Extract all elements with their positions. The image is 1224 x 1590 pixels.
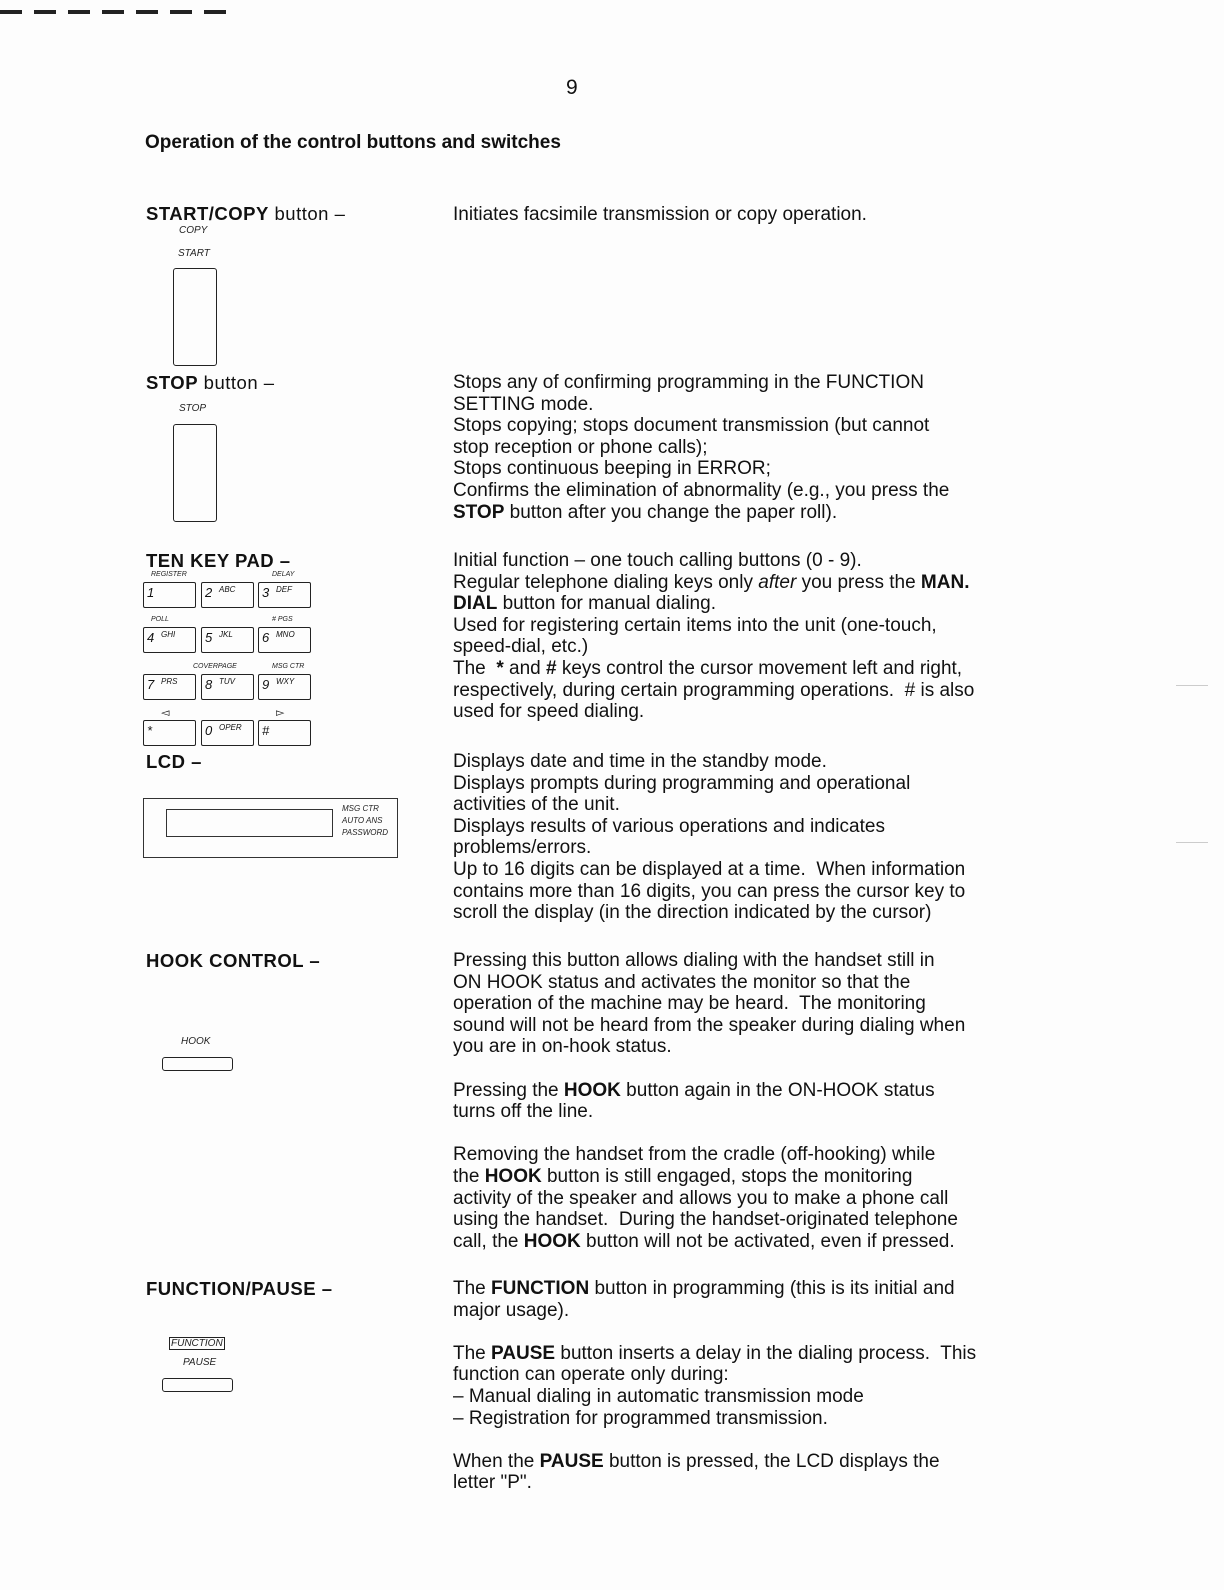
bold-text: HOOK (563, 1079, 621, 1101)
bold-text: * (496, 657, 504, 679)
text-run: Displays prompts during programming and operational (453, 772, 911, 794)
function-pause-description (453, 1278, 1053, 1516)
text-line (453, 701, 1053, 723)
text-run: – Manual dialing in automatic transmission mode (453, 1385, 864, 1407)
key-digit: 6 (262, 630, 270, 645)
hook-control-heading (146, 950, 320, 972)
text-run: button is pressed, the LCD displays the (603, 1450, 940, 1472)
pause-label: PAUSE (183, 1357, 217, 1368)
function-pause-button[interactable] (162, 1378, 233, 1392)
text-line (453, 751, 1053, 773)
hook-control-description (453, 950, 1053, 1274)
stop-heading (146, 372, 275, 394)
text-line (453, 204, 1053, 226)
key-digit: 4 (147, 630, 155, 645)
key-letters: WXY (276, 677, 295, 686)
text-line (453, 593, 1053, 615)
bold-text: MAN. (920, 571, 970, 593)
heading-bold: HOOK CONTROL – (146, 950, 321, 971)
text-run: SETTING mode. (453, 393, 594, 415)
text-run: activities of the unit. (453, 794, 620, 816)
text-run: sound will not be heard from the speaker during dialing when (453, 1014, 966, 1036)
heading-rest: button – (268, 203, 346, 224)
text-line (453, 1472, 1053, 1494)
key-digit: 0 (205, 723, 213, 738)
text-line (453, 1364, 1053, 1386)
text-run: Up to 16 digits can be displayed at a time. When information (453, 858, 966, 880)
margin-mark (1176, 842, 1208, 843)
bold-text: STOP (453, 501, 505, 523)
text-run: Stops continuous beeping in ERROR; (453, 458, 771, 480)
heading-bold: LCD – (146, 751, 202, 772)
text-line (453, 902, 1053, 924)
key-hash[interactable] (258, 720, 311, 746)
text-line (453, 1231, 1053, 1253)
text-run: and (503, 657, 546, 679)
text-run: Pressing the (453, 1079, 564, 1101)
text-run: ON HOOK status and activates the monitor so that the (453, 971, 911, 993)
lcd-display (166, 809, 333, 837)
paragraph (453, 550, 1053, 723)
text-line (453, 437, 1053, 459)
paragraph (453, 1080, 1053, 1123)
text-line (453, 372, 1053, 394)
text-line (453, 658, 1053, 680)
start-copy-description (453, 204, 1053, 247)
text-line (453, 773, 1053, 795)
text-run: keys control the cursor movement left and right, (556, 657, 963, 679)
key-letters: ABC (219, 585, 236, 594)
text-run: Pressing this button allows dialing with the handset still in (453, 950, 935, 971)
function-label: FUNCTION (171, 1338, 223, 1349)
text-line (453, 1300, 1053, 1322)
stop-description (453, 372, 1053, 545)
paragraph (453, 372, 1053, 523)
text-line (453, 859, 1053, 881)
text-run: Used for registering certain items into the unit (one-touch, (453, 614, 937, 636)
key-letters: DEF (276, 585, 292, 594)
page-number: 9 (566, 76, 578, 99)
text-run: contains more than 16 digits, you can press the cursor key to (453, 880, 966, 902)
text-run: Initiates facsimile transmission or copy operation. (453, 204, 867, 225)
text-line (453, 480, 1053, 502)
text-run: scroll the display (in the direction indicated by the cursor) (453, 902, 932, 924)
text-run: Regular telephone dialing keys only (453, 571, 759, 593)
text-line (453, 794, 1053, 816)
key-6[interactable] (258, 627, 311, 653)
text-line (453, 1036, 1053, 1058)
key-letters: TUV (219, 677, 235, 686)
paragraph (453, 751, 1053, 924)
cursor-right-icon: ▻ (276, 707, 285, 719)
page-title: Operation of the control buttons and switches (145, 132, 561, 153)
text-run: activity of the speaker and allows you to make a phone call (453, 1187, 949, 1209)
text-run: Stops copying; stops document transmission (but cannot (453, 415, 930, 437)
key-digit: * (147, 723, 153, 738)
paragraph (453, 1343, 1053, 1429)
bold-text: # (545, 657, 557, 679)
text-line (453, 1188, 1053, 1210)
text-line (453, 1209, 1053, 1231)
bold-text: HOOK (523, 1230, 581, 1252)
hook-label: HOOK (181, 1036, 211, 1047)
text-run: the (453, 1165, 485, 1187)
key-star[interactable] (143, 720, 196, 746)
text-run: button after you change the paper roll). (504, 501, 838, 523)
key-function-label: COVERPAGE (193, 663, 237, 670)
lcd-heading (146, 751, 202, 773)
ten-key-pad-heading (146, 550, 291, 572)
text-line (453, 1144, 1053, 1166)
text-run: Confirms the elimination of abnormality (e.g., you press the (453, 479, 950, 501)
text-run: Stops any of confirming programming in the FUNCTION (453, 372, 924, 393)
paragraph (453, 1144, 1053, 1252)
text-line (453, 950, 1053, 972)
text-line (453, 1451, 1053, 1473)
cursor-left-icon: ◅ (161, 707, 170, 719)
text-run: problems/errors. (453, 837, 592, 859)
key-4[interactable] (143, 627, 196, 653)
text-run: you press the (796, 571, 921, 593)
text-line (453, 636, 1053, 658)
key-digit: 7 (147, 677, 155, 692)
bold-text: PAUSE (539, 1450, 604, 1472)
text-line (453, 1080, 1053, 1102)
key-digit: 1 (147, 585, 155, 600)
text-line (453, 816, 1053, 838)
text-line (453, 550, 1053, 572)
lcd-description (453, 751, 1053, 945)
start-copy-button[interactable] (173, 268, 217, 366)
text-run: speed-dial, etc.) (453, 636, 589, 658)
text-run: major usage). (453, 1299, 570, 1321)
lcd-panel (143, 798, 398, 858)
text-line (453, 1278, 1053, 1300)
start-copy-heading (146, 203, 345, 225)
text-run: letter "P". (453, 1472, 532, 1494)
text-line (453, 1101, 1053, 1123)
text-run: operation of the machine may be heard. The monitoring (453, 993, 926, 1015)
key-2[interactable] (201, 582, 254, 608)
text-run: button in programming (this is its initial and (589, 1278, 955, 1299)
text-line (453, 881, 1053, 903)
text-line (453, 394, 1053, 416)
bold-text: FUNCTION (491, 1278, 590, 1299)
lcd-indicator-msg-ctr: MSG CTR (342, 804, 379, 813)
heading-bold: FUNCTION/PAUSE – (146, 1278, 333, 1299)
text-run: Removing the handset from the cradle (off-hooking) while (453, 1144, 936, 1166)
text-run: you are in on-hook status. (453, 1036, 672, 1058)
scan-artifact (0, 10, 230, 14)
paragraph (453, 1278, 1053, 1321)
key-digit: 2 (205, 585, 213, 600)
text-run: Displays results of various operations and indicates (453, 815, 885, 837)
text-line (453, 615, 1053, 637)
text-line (453, 572, 1053, 594)
paragraph (453, 204, 1053, 226)
start-label: START (178, 248, 210, 259)
lcd-indicator-password: PASSWORD (342, 828, 389, 837)
key-digit: 5 (205, 630, 213, 645)
heading-rest: button – (198, 372, 275, 393)
ten-key-pad (143, 570, 318, 750)
stop-button[interactable] (173, 424, 217, 522)
bold-text: HOOK (484, 1165, 542, 1187)
heading-bold: TEN KEY PAD – (146, 550, 291, 571)
text-run: turns off the line. (453, 1101, 594, 1123)
stop-label: STOP (179, 403, 207, 414)
text-line (453, 415, 1053, 437)
copy-label: COPY (179, 225, 208, 236)
key-letters: GHI (161, 630, 176, 639)
text-run: button for manual dialing. (497, 593, 716, 615)
key-9[interactable] (258, 674, 311, 700)
key-letters: MNO (276, 630, 295, 639)
text-line (453, 458, 1053, 480)
key-function-label: POLL (151, 616, 169, 623)
text-run: The (453, 1278, 492, 1299)
text-run: button again in the ON-HOOK status (620, 1079, 935, 1101)
key-7[interactable] (143, 674, 196, 700)
paragraph (453, 950, 1053, 1058)
text-run: The (453, 1342, 492, 1364)
key-0[interactable] (201, 720, 254, 746)
text-line (453, 972, 1053, 994)
text-run: call, the (453, 1230, 524, 1252)
text-run: using the handset. During the handset-originated telephone (453, 1209, 958, 1231)
text-run: button inserts a delay in the dialing process. This (555, 1342, 977, 1364)
text-line (453, 1343, 1053, 1365)
key-digit: # (262, 723, 270, 738)
key-function-label: # PGS (272, 616, 293, 623)
key-letters: PRS (161, 677, 178, 686)
text-line (453, 993, 1053, 1015)
hook-button[interactable] (162, 1057, 233, 1071)
key-letters: OPER (219, 723, 242, 732)
key-3[interactable] (258, 582, 311, 608)
text-run: – Registration for programmed transmission. (453, 1407, 828, 1429)
text-run: The (453, 657, 497, 679)
ten-key-pad-description (453, 550, 1053, 744)
text-run: button is still engaged, stops the monitoring (541, 1165, 913, 1187)
key-function-label: REGISTER (151, 571, 187, 578)
text-run: button will not be activated, even if pressed. (580, 1230, 955, 1252)
key-function-label: MSG CTR (272, 663, 305, 670)
key-8[interactable] (201, 674, 254, 700)
paragraph (453, 1451, 1053, 1494)
key-function-label: DELAY (272, 571, 295, 578)
key-letters: JKL (219, 630, 233, 639)
text-line (453, 1386, 1053, 1408)
heading-bold: STOP (146, 372, 199, 393)
text-run: respectively, during certain programming operations. # is also (453, 679, 975, 701)
text-line (453, 1015, 1053, 1037)
bold-text: DIAL (453, 593, 498, 615)
key-digit: 9 (262, 677, 270, 692)
key-5[interactable] (201, 627, 254, 653)
margin-mark (1176, 685, 1208, 686)
text-run: When the (453, 1450, 540, 1472)
text-line (453, 1408, 1053, 1430)
text-line (453, 837, 1053, 859)
lcd-indicator-auto-ans: AUTO ANS (342, 816, 383, 825)
heading-bold: START/COPY (146, 203, 269, 224)
text-run: used for speed dialing. (453, 701, 645, 723)
bold-text: PAUSE (491, 1342, 556, 1364)
text-run: stop reception or phone calls); (453, 436, 708, 458)
key-1[interactable] (143, 582, 196, 608)
text-run: Initial function – one touch calling buttons (0 - 9). (453, 550, 862, 571)
text-line (453, 1166, 1053, 1188)
key-digit: 3 (262, 585, 270, 600)
text-line (453, 680, 1053, 702)
text-line (453, 502, 1053, 524)
key-digit: 8 (205, 677, 213, 692)
function-pause-heading (146, 1278, 333, 1300)
italic-text: after (758, 571, 797, 593)
text-run: function can operate only during: (453, 1364, 729, 1386)
text-run: Displays date and time in the standby mode. (453, 751, 827, 772)
